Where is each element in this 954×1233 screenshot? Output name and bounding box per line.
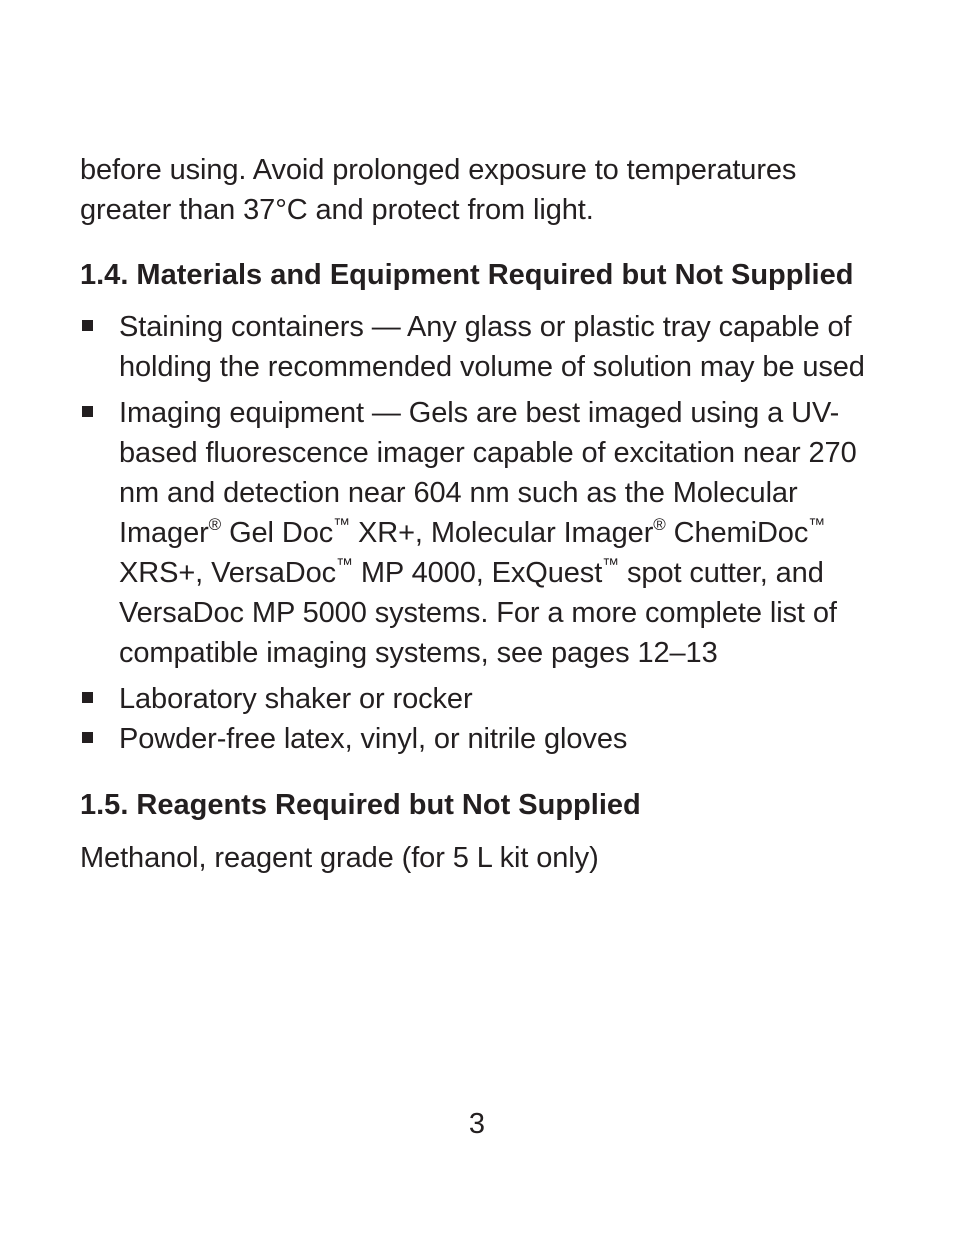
trademark-mark: ™ — [602, 555, 620, 574]
list-item-text: Laboratory shaker or rocker — [119, 683, 473, 715]
bullet-square-icon — [82, 406, 93, 417]
document-page — [80, 150, 880, 878]
reagents-paragraph: Methanol, reagent grade (for 5 L kit only) — [80, 842, 599, 874]
list-item-text-part: ChemiDoc — [665, 517, 809, 549]
bullet-square-icon — [82, 320, 93, 331]
trademark-mark: ™ — [336, 555, 353, 574]
list-item — [80, 393, 880, 673]
registered-mark: ® — [653, 515, 666, 534]
list-item-text-part: Gel Doc — [221, 517, 334, 549]
intro-paragraph: before using. Avoid prolonged exposure to temperatures greater than 37°C and protect from light. — [80, 154, 797, 226]
page-number: 3 — [468, 1108, 486, 1140]
section-heading-materials-equipment: 1.4. Materials and Equipment Required but Not Supplied — [80, 259, 854, 291]
list-item-text-part: spot cutter, and VersaDoc MP 5000 systems. For a more complete list of compatible imaging systems, see pages 12–13 — [119, 557, 837, 669]
materials-list — [80, 307, 880, 759]
list-item — [80, 307, 880, 387]
list-item-text-part: XR+, Molecular Imager — [350, 517, 654, 549]
section-heading-reagents: 1.5. Reagents Required but Not Supplied — [80, 789, 641, 821]
list-item — [80, 719, 880, 759]
list-item-text-part: Imaging equipment — Gels are best imaged using a UV-based fluorescence imager capable of excitation near 270 nm and detection near 604 nm such as the Molecular Imager — [119, 397, 857, 549]
list-item-text-part: XRS+, VersaDoc — [119, 557, 337, 589]
trademark-mark: ™ — [808, 515, 826, 534]
list-item-text-part: MP 4000, ExQuest — [352, 557, 603, 589]
list-item-text: Powder-free latex, vinyl, or nitrile gloves — [119, 723, 628, 755]
registered-mark: ® — [208, 515, 222, 534]
trademark-mark: ™ — [333, 515, 351, 534]
bullet-square-icon — [82, 732, 93, 743]
list-item-text: Staining containers — Any glass or plastic tray capable of holding the recommended volume of solution may be used — [119, 311, 865, 383]
list-item — [80, 679, 880, 719]
bullet-square-icon — [82, 692, 93, 703]
